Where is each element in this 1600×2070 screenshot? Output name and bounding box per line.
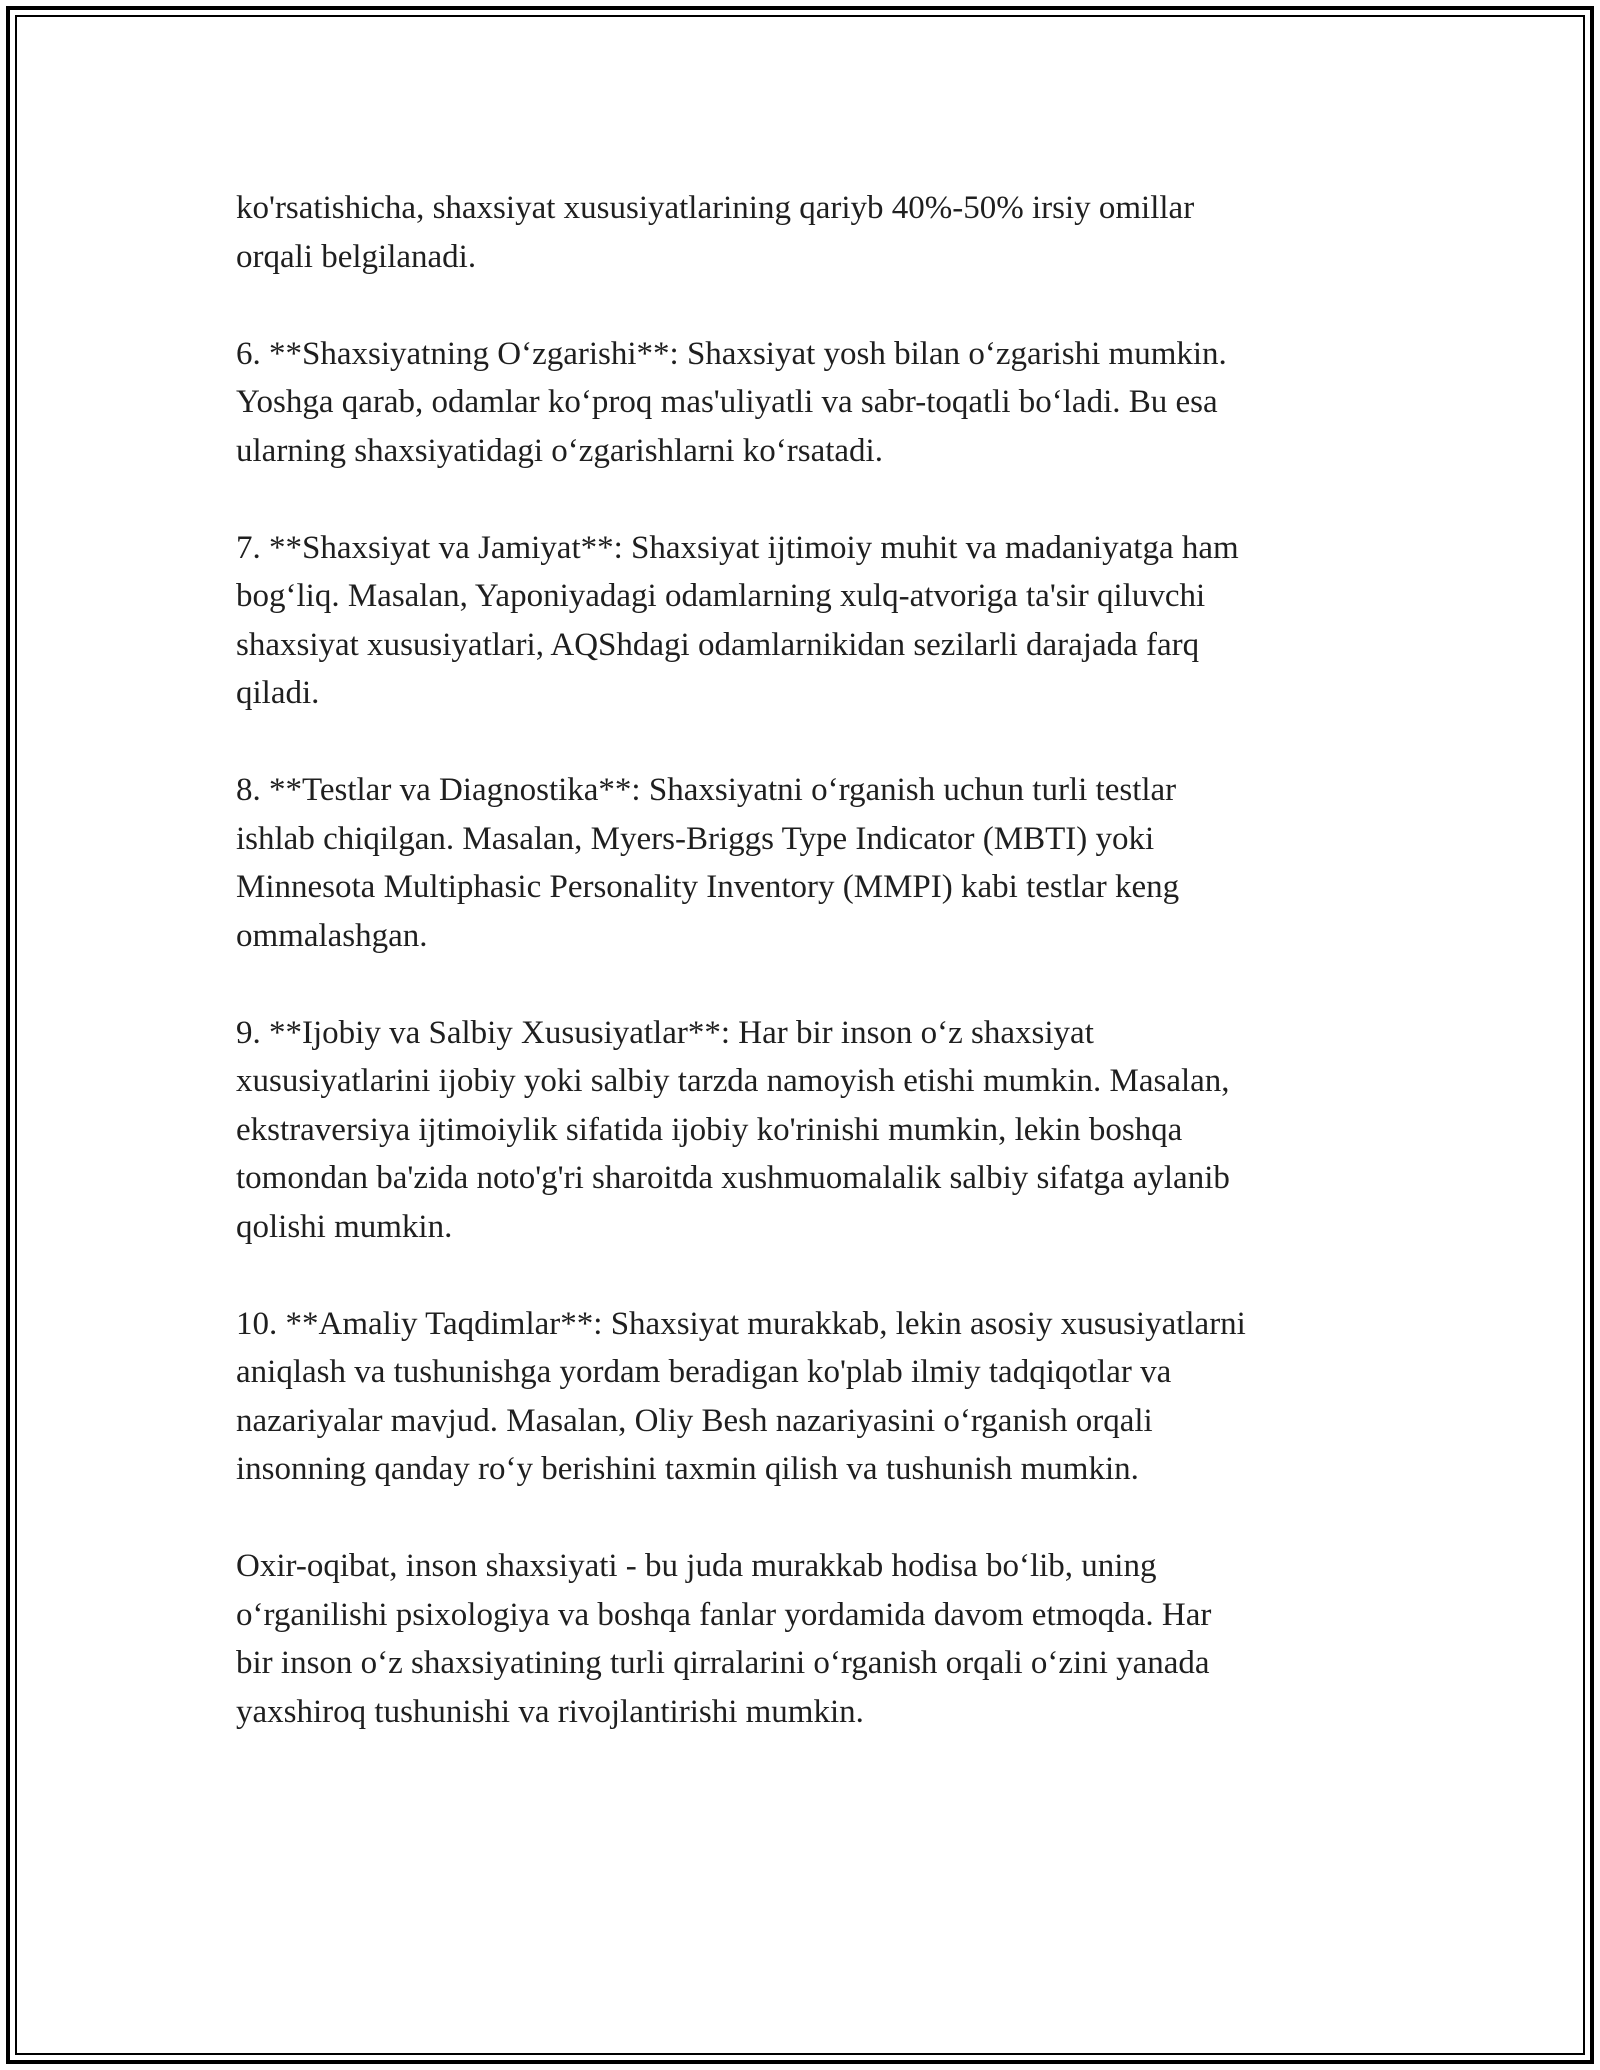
text-line: aniqlash va tushunishga yordam beradigan ko'plab ilmiy tadqiqotlar va (236, 1354, 1172, 1390)
text-line: Yoshga qarab, odamlar ko‘proq mas'uliyatli va sabr-toqatli bo‘ladi. Bu esa (236, 384, 1218, 420)
text-line: bir inson o‘z shaxsiyatining turli qirralarini o‘rganish orqali o‘zini yanada (236, 1645, 1210, 1681)
text-line: 9. **Ijobiy va Salbiy Xususiyatlar**: Har bir inson o‘z shaxsiyat (236, 1014, 1094, 1051)
paragraph-item-6 (236, 330, 1376, 476)
document-body (236, 184, 1376, 1785)
paragraph-heredity-continuation (236, 184, 1376, 281)
text-line: insonning qanday ro‘y berishini taxmin qilish va tushunish mumkin. (236, 1451, 1139, 1487)
text-line: 6. **Shaxsiyatning O‘zgarishi**: Shaxsiyat yosh bilan o‘zgarishi mumkin. (236, 335, 1227, 372)
text-line: 10. **Amaliy Taqdimlar**: Shaxsiyat murakkab, lekin asosiy xususiyatlarni (236, 1305, 1246, 1342)
text-line: nazariyalar mavjud. Masalan, Oliy Besh nazariyasini o‘rganish orqali (236, 1402, 1153, 1439)
paragraph-item-9 (236, 1009, 1376, 1252)
text-line: ularning shaxsiyatidagi o‘zgarishlarni ko‘rsatadi. (236, 432, 883, 469)
text-line: ommalashgan. (236, 917, 428, 954)
text-line: qiladi. (236, 675, 320, 711)
text-line: yaxshiroq tushunishi va rivojlantirishi mumkin. (236, 1693, 864, 1730)
text-line: bog‘liq. Masalan, Yaponiyadagi odamlarning xulq-atvoriga ta'sir qiluvchi (236, 578, 1206, 614)
text-line: xususiyatlarini ijobiy yoki salbiy tarzda namoyish etishi mumkin. Masalan, (236, 1063, 1230, 1099)
text-line: 8. **Testlar va Diagnostika**: Shaxsiyatni o‘rganish uchun turli testlar (236, 772, 1177, 808)
text-line: tomondan ba'zida noto'g'ri sharoitda xushmuomalalik salbiy sifatga aylanib (236, 1160, 1230, 1196)
paragraph-item-7 (236, 524, 1376, 718)
text-line: Oxir-oqibat, inson shaxsiyati - bu juda murakkab hodisa bo‘lib, uning (236, 1548, 1157, 1584)
paragraph-item-10 (236, 1300, 1376, 1494)
paragraph-conclusion (236, 1542, 1376, 1736)
text-line: ekstraversiya ijtimoiylik sifatida ijobiy ko'rinishi mumkin, lekin boshqa (236, 1111, 1183, 1148)
text-line: 7. **Shaxsiyat va Jamiyat**: Shaxsiyat ijtimoiy muhit va madaniyatga ham (236, 529, 1239, 566)
text-line: shaxsiyat xususiyatlari, AQShdagi odamlarnikidan sezilarli darajada farq (236, 626, 1200, 663)
text-line: qolishi mumkin. (236, 1208, 453, 1245)
text-line: orqali belgilanadi. (236, 238, 477, 275)
text-line: ishlab chiqilgan. Masalan, Myers-Briggs Type Indicator (MBTI) yoki (236, 820, 1155, 857)
paragraph-item-8 (236, 766, 1376, 960)
text-line: Minnesota Multiphasic Personality Inventory (MMPI) kabi testlar keng (236, 869, 1180, 905)
text-line: ko'rsatishicha, shaxsiyat xususiyatlarining qariyb 40%-50% irsiy omillar (236, 190, 1195, 226)
text-line: o‘rganilishi psixologiya va boshqa fanlar yordamida davom etmoqda. Har (236, 1596, 1212, 1633)
